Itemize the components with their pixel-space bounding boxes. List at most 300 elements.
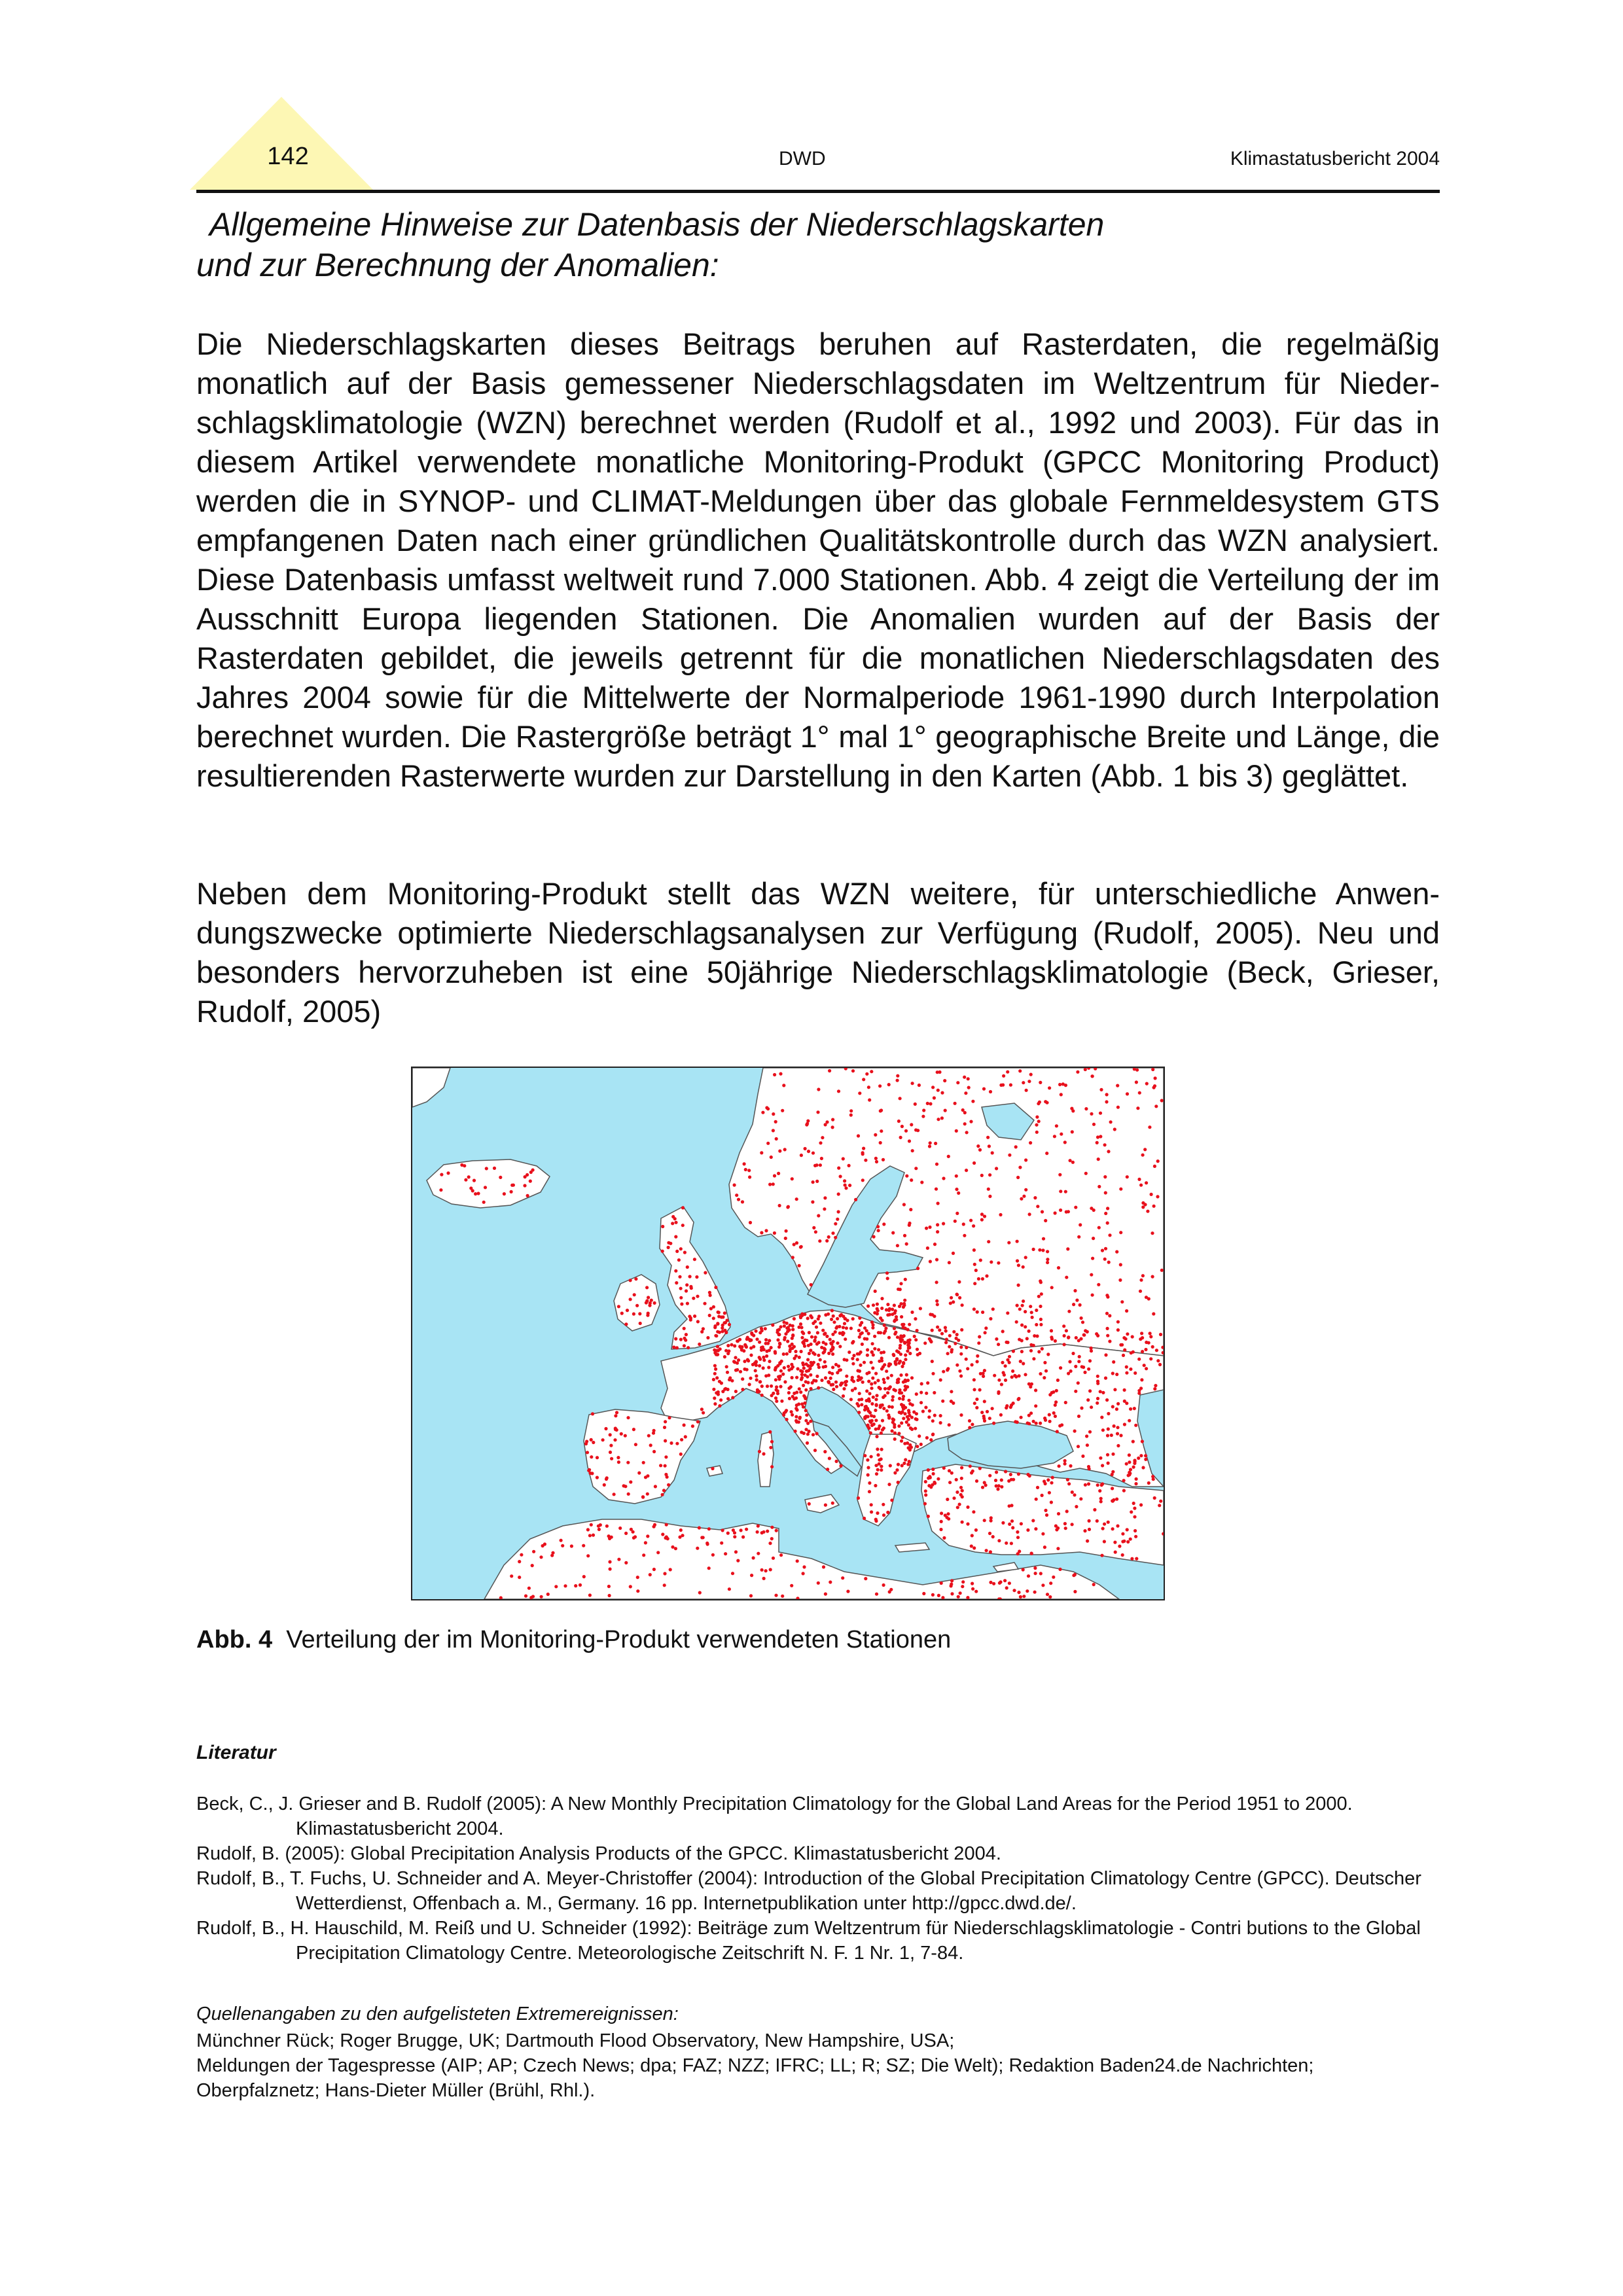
station-dot (956, 1506, 959, 1509)
station-dot (998, 1581, 1001, 1585)
station-dot (908, 1224, 911, 1227)
station-dot (816, 1331, 819, 1334)
reference-list (196, 1792, 1440, 1966)
station-dot (1093, 1508, 1096, 1511)
station-dot (700, 1407, 704, 1411)
body-paragraph-1: Die Niederschlagskarten dieses Beitrags beruhen auf Rasterdaten, die regelmäßig monatlich auf der Basis gemessener Niederschlagsdaten im Weltzentrum für Niederschlagsklimatologie (WZN) berechnet werden (Rudolf et al., 1992 und 2003). Für das in diesem Artikel verwendete monatliche Monitoring-Produkt (GPCC Monitoring Product) werden die in SYNOP- und CLIMAT-Meldungen über das globale Fernmeldesystem GTS empfangenen Daten nach einer gründlichen Qualitätskontrolle durch das WZN analysiert. Diese Datenbasis umfasst weltweit rund 7.000 Stationen. Abb. 4 zeigt die Verteilung der im Ausschnitt Europa liegenden Stationen. Die Anomalien wurden auf der Basis der Rasterdaten gebildet, die jeweils getrennt für die monatlichen Niederschlagsdaten des Jahres 2004 sowie für die Mittelwerte der Normalperiode 1961-1990 durch Interpolation berechnet wurden. Die Rastergröße beträgt 1° mal 1° geographische Breite und Länge, die resultierenden Rasterwerte wurden zur Darstellung in den Karten (Abb. 1 bis 3) geglättet. (196, 327, 1440, 793)
station-dot (1133, 1515, 1136, 1519)
station-dot (874, 1519, 878, 1523)
station-dot (824, 1313, 827, 1316)
station-dot (896, 1378, 899, 1381)
station-dot (614, 1414, 617, 1417)
station-dot (661, 1532, 664, 1536)
station-dot (617, 1305, 620, 1308)
station-dot (1144, 1454, 1147, 1457)
station-dot (870, 1361, 873, 1364)
station-dot (708, 1314, 711, 1317)
station-dot (806, 1120, 810, 1123)
station-dot (757, 1552, 760, 1555)
station-dot (880, 1108, 883, 1112)
station-dot (1008, 1581, 1011, 1585)
station-dot (880, 1432, 883, 1435)
station-dot (1064, 1527, 1067, 1530)
station-dot (787, 1365, 790, 1368)
station-dot (1130, 1557, 1133, 1561)
station-dot (800, 1154, 803, 1157)
station-dot (482, 1201, 486, 1204)
station-dot (910, 1416, 914, 1419)
station-dot (908, 1139, 911, 1142)
station-dot (995, 1337, 998, 1341)
station-dot (661, 1493, 664, 1496)
station-dot (928, 1226, 931, 1229)
station-dot (1132, 1466, 1135, 1469)
station-dot (955, 1212, 959, 1215)
station-dot (824, 1123, 827, 1126)
station-dot (1109, 1120, 1113, 1123)
station-dot (824, 1504, 827, 1507)
station-dot (683, 1327, 686, 1330)
station-dot (894, 1362, 897, 1366)
station-dot (1037, 1350, 1041, 1353)
station-dot (1076, 1070, 1079, 1074)
station-dot (965, 1346, 968, 1349)
station-dot (931, 1419, 935, 1422)
station-dot (671, 1215, 675, 1218)
station-dot (933, 1414, 936, 1417)
station-dot (724, 1552, 727, 1555)
station-dot (474, 1192, 477, 1195)
station-dot (896, 1074, 899, 1078)
station-dot (926, 1246, 929, 1250)
station-dot (805, 1362, 808, 1366)
station-dot (1041, 1347, 1044, 1351)
station-dot (1028, 1212, 1031, 1216)
station-dot (746, 1358, 749, 1362)
station-dot (1099, 1135, 1102, 1138)
station-dot (1075, 1505, 1078, 1508)
station-dot (869, 1431, 872, 1434)
station-dot (973, 1263, 976, 1266)
station-dot (802, 1432, 806, 1435)
station-dot (972, 1224, 975, 1227)
station-dot (653, 1301, 656, 1305)
station-dot (1048, 1086, 1051, 1089)
station-dot (698, 1591, 702, 1595)
station-dot (1144, 1348, 1147, 1351)
station-dot (1152, 1086, 1156, 1089)
station-dot (1082, 1333, 1086, 1337)
station-dot (1159, 1500, 1162, 1503)
section-heading (196, 204, 1440, 285)
station-dot (1116, 1084, 1119, 1087)
station-dot (1054, 1400, 1058, 1404)
station-dot (787, 1205, 790, 1209)
station-dot (1154, 1384, 1157, 1387)
station-dot (678, 1275, 681, 1279)
station-dot (733, 1184, 736, 1187)
station-dot (842, 1157, 845, 1160)
station-dot (961, 1303, 964, 1307)
station-dot (914, 1417, 918, 1421)
station-dot (1100, 1416, 1103, 1419)
station-dot (1063, 1343, 1066, 1346)
station-dot (740, 1528, 743, 1532)
station-dot (954, 1342, 957, 1345)
station-dot (770, 1394, 774, 1397)
station-dot (1051, 1476, 1054, 1479)
station-dot (942, 1466, 946, 1470)
station-dot (793, 1392, 796, 1395)
station-dot (1082, 1366, 1085, 1369)
station-dot (1133, 1371, 1137, 1375)
station-dot (931, 1086, 935, 1089)
station-dot (920, 1382, 923, 1385)
station-dot (1105, 1312, 1109, 1315)
station-dot (1133, 1407, 1136, 1410)
station-dot (1058, 1083, 1061, 1086)
station-dot (1041, 1248, 1044, 1252)
station-dot (717, 1311, 721, 1314)
station-dot (955, 1491, 959, 1494)
station-dot (752, 1333, 755, 1337)
station-dot (993, 1374, 996, 1377)
station-dot (647, 1296, 650, 1299)
station-dot (851, 1388, 854, 1392)
station-dot (770, 1385, 773, 1388)
station-dot (1042, 1237, 1045, 1241)
station-dot (1017, 1591, 1020, 1594)
station-dot (813, 1352, 816, 1356)
station-dot (921, 1409, 925, 1413)
station-dot (904, 1278, 907, 1281)
station-dot (809, 1315, 812, 1318)
station-dot (978, 1388, 982, 1392)
station-dot (1052, 1390, 1055, 1394)
station-dot (783, 1380, 787, 1383)
station-dot (805, 1369, 808, 1373)
station-dot (877, 1427, 880, 1430)
station-dot (872, 1235, 876, 1239)
station-dot (1027, 1330, 1031, 1333)
station-dot (646, 1474, 649, 1477)
station-dot (988, 1417, 991, 1420)
station-dot (1123, 1349, 1126, 1352)
station-dot (1052, 1576, 1055, 1579)
station-dot (1091, 1257, 1094, 1260)
station-dot (1073, 1430, 1077, 1433)
station-dot (1129, 1368, 1132, 1371)
station-dot (851, 1317, 855, 1320)
station-dot (868, 1099, 871, 1102)
station-dot (919, 1401, 923, 1404)
station-dot (688, 1315, 691, 1318)
station-dot (866, 1305, 870, 1308)
station-dot (837, 1364, 840, 1368)
station-dot (1024, 1256, 1027, 1259)
station-dot (1097, 1226, 1101, 1229)
station-dot (550, 1554, 554, 1557)
sources-body (196, 2028, 1440, 2103)
station-dot (967, 1077, 970, 1080)
station-dot (989, 1550, 992, 1553)
station-dot (886, 1303, 889, 1306)
station-dot (864, 1577, 867, 1580)
station-dot (899, 1340, 902, 1343)
station-dot (761, 1111, 764, 1114)
station-dot (1108, 1233, 1111, 1237)
station-dot (976, 1354, 979, 1358)
station-dot (851, 1341, 854, 1345)
station-dot (1105, 1093, 1109, 1096)
station-dot (601, 1438, 605, 1441)
station-dot (952, 1252, 955, 1255)
station-dot (637, 1472, 641, 1475)
station-dot (768, 1183, 772, 1186)
station-dot (719, 1347, 722, 1351)
station-dot (889, 1588, 893, 1591)
station-dot (671, 1545, 674, 1549)
station-dot (874, 1290, 877, 1293)
station-dot (907, 1411, 910, 1414)
station-dot (909, 1426, 912, 1430)
station-dot (946, 1352, 950, 1355)
station-dot (641, 1495, 645, 1498)
station-dot (1026, 1421, 1029, 1424)
station-dot (849, 1114, 853, 1117)
station-dot (879, 1331, 882, 1334)
station-dot (755, 1337, 758, 1341)
station-dot (1022, 1595, 1026, 1598)
station-dot (894, 1331, 897, 1334)
station-dot (1016, 1530, 1019, 1534)
station-dot (896, 1244, 899, 1247)
station-dot (1000, 1383, 1003, 1386)
station-dot (1143, 1364, 1146, 1367)
station-dot (1044, 1369, 1048, 1373)
station-dot (526, 1194, 529, 1197)
station-dot (899, 1136, 902, 1139)
station-dot (708, 1291, 711, 1294)
station-dot (1034, 1388, 1037, 1392)
station-dot (440, 1173, 443, 1176)
station-dot (1140, 1378, 1143, 1381)
station-dot (773, 1231, 776, 1235)
station-dot (907, 1399, 910, 1402)
station-dot (1144, 1458, 1147, 1461)
station-dot (802, 1342, 806, 1345)
station-dot (859, 1332, 862, 1335)
station-dot (794, 1396, 798, 1400)
station-dot (774, 1368, 777, 1371)
station-dot (1141, 1201, 1145, 1205)
station-dot (968, 1419, 971, 1422)
station-dot (883, 1324, 886, 1327)
station-dot (620, 1312, 624, 1315)
station-dot (859, 1351, 863, 1354)
station-dot (831, 1502, 834, 1505)
station-dot (685, 1289, 688, 1292)
station-dot (960, 1328, 963, 1332)
station-dot (982, 1087, 986, 1091)
station-dot (866, 1348, 869, 1351)
station-dot (1027, 1574, 1030, 1578)
station-dot (749, 1377, 752, 1380)
station-dot (644, 1541, 647, 1544)
station-dot (815, 1180, 819, 1183)
station-dot (587, 1469, 590, 1472)
station-dot (886, 1376, 889, 1379)
station-dot (698, 1343, 701, 1346)
station-dot (988, 1474, 991, 1477)
station-dot (887, 1415, 891, 1419)
station-dot (741, 1388, 744, 1391)
station-dot (613, 1438, 616, 1441)
station-dot (1088, 1389, 1092, 1392)
station-dot (810, 1364, 813, 1368)
station-dot (1088, 1430, 1092, 1434)
station-dot (750, 1574, 753, 1577)
station-dot (574, 1584, 577, 1587)
station-dot (1141, 1205, 1145, 1209)
station-dot (804, 1428, 808, 1431)
station-dot (876, 1309, 880, 1313)
station-dot (1106, 1434, 1109, 1437)
station-dot (783, 1366, 786, 1369)
station-dot (1010, 1542, 1013, 1545)
station-dot (995, 1470, 998, 1474)
station-dot (691, 1424, 694, 1428)
station-dot (918, 1084, 921, 1087)
station-dot (777, 1345, 781, 1349)
station-dot (1019, 1360, 1022, 1363)
station-dot (1035, 1422, 1038, 1425)
station-dot (728, 1378, 731, 1381)
station-dot (499, 1176, 502, 1179)
station-dot (904, 1129, 908, 1133)
station-dot (1139, 1337, 1142, 1341)
station-dot (1160, 1269, 1164, 1272)
station-dot (837, 1167, 840, 1170)
station-dot (1155, 1349, 1158, 1352)
station-dot (823, 1207, 826, 1210)
station-dot (1125, 1309, 1128, 1313)
station-dot (817, 1354, 820, 1357)
station-dot (800, 1245, 803, 1248)
station-dot (931, 1372, 935, 1375)
station-dot (1022, 1195, 1026, 1198)
station-dot (1029, 1073, 1033, 1076)
station-dot (734, 1390, 738, 1393)
station-dot (1061, 1082, 1065, 1086)
station-dot (929, 1476, 932, 1479)
station-dot (634, 1443, 637, 1446)
station-dot (1101, 1527, 1105, 1530)
station-dot (908, 1448, 912, 1451)
station-dot (780, 1400, 783, 1403)
station-dot (812, 1379, 815, 1382)
station-dot (989, 1090, 992, 1093)
station-dot (1041, 1494, 1044, 1497)
station-dot (1097, 1283, 1100, 1286)
station-dot (976, 1360, 979, 1363)
station-dot (1039, 1323, 1043, 1326)
station-dot (803, 1402, 806, 1405)
station-dot (837, 1210, 840, 1213)
station-dot (1134, 1424, 1137, 1427)
station-dot (1133, 1462, 1136, 1465)
section-heading-line2: und zur Berechnung der Anomalien: (196, 247, 719, 283)
figure-caption-text: Verteilung der im Monitoring-Produkt verwendeten Stationen (286, 1626, 952, 1653)
station-dot (1020, 1197, 1023, 1201)
station-dot (813, 1335, 817, 1339)
station-dot (629, 1585, 632, 1588)
station-dot (955, 1337, 958, 1340)
station-dot (925, 1227, 928, 1230)
station-dot (654, 1485, 657, 1488)
station-dot (716, 1353, 719, 1356)
station-dot (847, 1164, 851, 1167)
header-publisher: DWD (779, 148, 826, 169)
station-dot (647, 1434, 651, 1438)
station-dot (976, 1144, 980, 1148)
station-dot (719, 1398, 722, 1402)
station-dot (835, 1460, 838, 1463)
station-dot (718, 1404, 721, 1407)
station-dot (1111, 1453, 1115, 1456)
station-dot (523, 1184, 526, 1187)
station-dot (1133, 1507, 1136, 1510)
station-dot (771, 1324, 774, 1327)
station-dot (1019, 1595, 1022, 1598)
station-dot (1074, 1390, 1077, 1393)
station-dot (624, 1434, 627, 1438)
station-dot (714, 1286, 717, 1289)
station-dot (971, 1422, 974, 1426)
station-dot (779, 1369, 783, 1373)
station-dot (776, 1364, 779, 1368)
station-dot (1031, 1519, 1035, 1522)
station-dot (662, 1489, 666, 1492)
station-dot (1084, 1483, 1087, 1487)
station-dot (1066, 1247, 1069, 1250)
station-dot (935, 1280, 938, 1284)
station-dot (1115, 1407, 1118, 1411)
station-dot (1028, 1474, 1031, 1477)
station-dot (724, 1321, 727, 1324)
station-dot (779, 1072, 782, 1076)
station-dot (624, 1532, 628, 1535)
station-dot (947, 1155, 950, 1158)
station-dot (886, 1511, 889, 1514)
station-dot (985, 1549, 988, 1552)
station-dot (609, 1444, 613, 1447)
station-dot (827, 1235, 830, 1239)
station-dot (647, 1312, 650, 1315)
station-dot (1050, 1329, 1053, 1332)
station-dot (1039, 1572, 1043, 1575)
station-dot (648, 1304, 651, 1307)
station-dot (1096, 1402, 1099, 1405)
station-dot (762, 1577, 766, 1580)
station-dot (767, 1366, 770, 1369)
station-dot (1119, 1231, 1122, 1234)
station-dot (914, 1427, 917, 1430)
station-dot (1039, 1318, 1043, 1321)
station-dot (1055, 1389, 1058, 1392)
station-dot (779, 1385, 782, 1388)
station-dot (1029, 1349, 1033, 1352)
